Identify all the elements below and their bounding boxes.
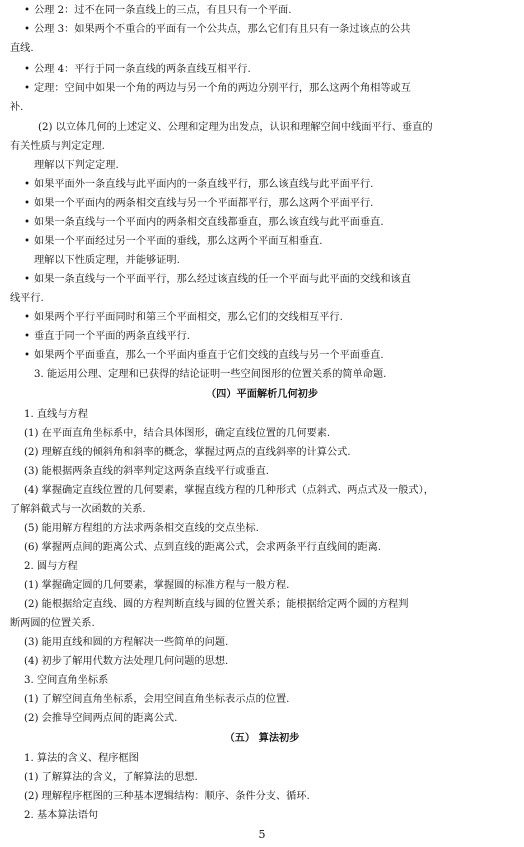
judgement-4: • 如果一个平面经过另一个平面的垂线，那么这两个平面互相垂直. bbox=[10, 235, 514, 248]
lines-item-1: (1) 在平面直角坐标系中，结合具体图形，确定直线位置的几何要素. bbox=[24, 428, 331, 439]
lines-item-4-cont: 了解斜截式与一次函数的关系. bbox=[10, 504, 146, 515]
subsection-lines-equations: 1. 直线与方程 bbox=[24, 409, 88, 420]
property-theorems-heading: 理解以下性质定理，并能够证明. bbox=[34, 255, 180, 266]
property-4: • 如果两个平面垂直，那么一个平面内垂直于它们交线的直线与另一个平面垂直. bbox=[10, 349, 514, 362]
lines-item-6: (6) 掌握两点间的距离公式、点到直线的距离公式，会求两条平行直线间的距离. bbox=[24, 542, 382, 553]
circle-item-2-cont: 断两圆的位置关系. bbox=[10, 618, 95, 629]
circle-item-1: (1) 掌握确定圆的几何要素，掌握圆的标准方程与一般方程. bbox=[24, 580, 290, 591]
property-1: • 如果一条直线与一个平面平行，那么经过该直线的任一个平面与此平面的交线和该直 bbox=[10, 273, 514, 286]
axiom-3: • 公理 3：如果两个不重合的平面有一个公共点，那么它们有且只有一条过该点的公共 bbox=[10, 23, 514, 36]
space-item-1: (1) 了解空间直角坐标系，会用空间直角坐标表示点的位置. bbox=[24, 694, 290, 705]
subsection-basic-statements: 2. 基本算法语句 bbox=[24, 810, 99, 821]
property-3: • 垂直于同一个平面的两条直线平行. bbox=[10, 330, 514, 343]
axiom-3-cont: 直线. bbox=[10, 43, 34, 54]
algorithm-item-1: (1) 了解算法的含义，了解算法的思想. bbox=[24, 772, 198, 783]
property-1-cont: 线平行. bbox=[10, 293, 44, 304]
judgement-3: • 如果一条直线与一个平面内的两条相交直线都垂直，那么该直线与此平面垂直. bbox=[10, 216, 514, 229]
axiom-4: • 公理 4：平行于同一条直线的两条直线互相平行. bbox=[10, 63, 514, 76]
space-item-2: (2) 会推导空间两点间的距离公式. bbox=[24, 713, 178, 724]
lines-item-4: (4) 掌握确定直线位置的几何要素，掌握直线方程的几种形式（点斜式、两点式及一般式）， bbox=[24, 485, 434, 496]
section-four-heading: （四）平面解析几何初步 bbox=[205, 388, 319, 400]
property-2: • 如果两个平行平面同时和第三个平面相交，那么它们的交线相互平行. bbox=[10, 311, 514, 324]
theorem-angles-cont: 补. bbox=[10, 102, 24, 113]
lines-item-5: (5) 能用解方程组的方法求两条相交直线的交点坐标. bbox=[24, 523, 259, 534]
item-2-text: (2) 以立体几何的上述定义、公理和定理为出发点，认识和理解空间中线面平行、垂直的 bbox=[38, 122, 433, 133]
lines-item-3: (3) 能根据两条直线的斜率判定这两条直线平行或垂直. bbox=[24, 466, 270, 477]
section-five-heading: （五） 算法初步 bbox=[224, 732, 300, 744]
judgement-1: • 如果平面外一条直线与此平面内的一条直线平行，那么该直线与此平面平行. bbox=[10, 178, 514, 191]
judgement-2: • 如果一个平面内的两条相交直线与另一个平面都平行，那么这两个平面平行. bbox=[10, 197, 514, 210]
circle-item-3: (3) 能用直线和圆的方程解决一些简单的问题. bbox=[24, 637, 229, 648]
circle-item-4: (4) 初步了解用代数方法处理几何问题的思想. bbox=[24, 656, 229, 667]
axiom-2: • 公理 2：过不在同一条直线上的三点，有且只有一个平面. bbox=[10, 4, 514, 17]
page-number: 5 bbox=[258, 828, 266, 841]
judgement-theorems-heading: 理解以下判定定理. bbox=[34, 160, 119, 171]
circle-item-2: (2) 能根据给定直线、圆的方程判断直线与圆的位置关系；能根据给定两个圆的方程判 bbox=[24, 599, 409, 610]
algorithm-item-2: (2) 理解程序框图的三种基本逻辑结构：顺序、条件分支、循环. bbox=[24, 791, 310, 802]
subsection-algorithm-meaning: 1. 算法的含义、程序框图 bbox=[24, 753, 139, 764]
subsection-circle-equations: 2. 圆与方程 bbox=[24, 561, 78, 572]
theorem-angles: • 定理：空间中如果一个角的两边与另一个角的两边分别平行，那么这两个角相等或互 bbox=[10, 82, 514, 95]
subsection-space-coordinates: 3. 空间直角坐标系 bbox=[24, 675, 109, 686]
item-2-cont: 有关性质与判定定理. bbox=[10, 141, 105, 152]
item-3-text: 3. 能运用公理、定理和已获得的结论证明一些空间图形的位置关系的简单命题. bbox=[34, 369, 387, 380]
lines-item-2: (2) 理解直线的倾斜角和斜率的概念，掌握过两点的直线斜率的计算公式. bbox=[24, 447, 351, 458]
